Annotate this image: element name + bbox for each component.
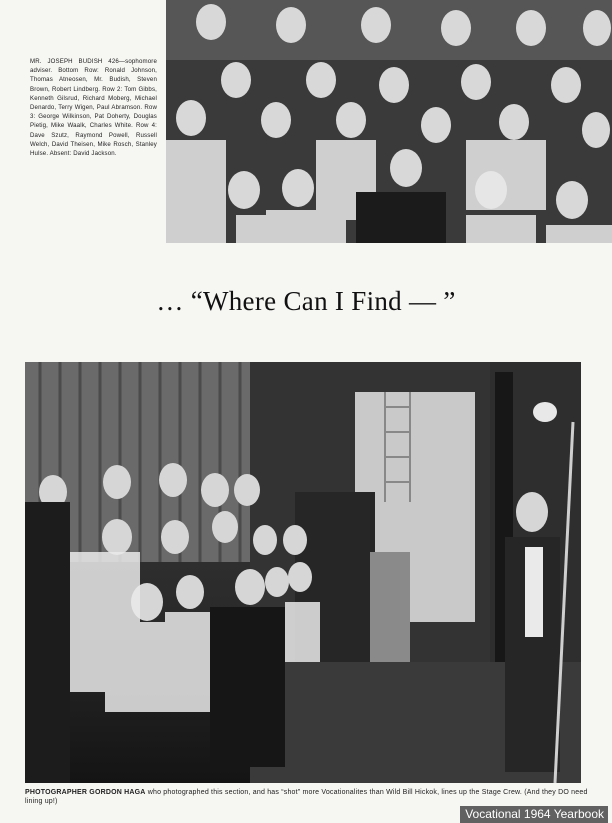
section-headline: … “Where Can I Find — ”: [156, 286, 456, 316]
caption-photographer-name: PHOTOGRAPHER GORDON HAGA: [25, 789, 146, 796]
class-group-photo: [166, 0, 612, 243]
caption-body: who photographed this section, and has “shot” more Vocationalites than Wild Bill Hickok, lines up the Stage Crew. (And they DO need lining up!): [25, 789, 588, 805]
stage-crew-photo: [25, 362, 581, 783]
top-photo-caption: MR. JOSEPH BUDISH 426—sophomore adviser. Bottom Row: Ronald Johnson, Thomas Atneosen, Mr. Budish, Steven Brown, Robert Lindberg. Row 2: Tom Gibbs, Kenneth Gilsrud, Richard Moberg, Michael Denardo, Terry Wigen, Paul Abramson. Row 3: George Wilkinson, Pat Doherty, Douglas Pietig, Mike Waalk, Charles White. Row 4: Dave Szutz, Raymond Powell, Russell Welch, David Theisen, Mike Rosch, Stanley Hulse. Absent: David Jackson.: [30, 58, 157, 158]
watermark: Vocational 1964 Yearbook: [460, 806, 608, 823]
class-group-photo-graphic: [166, 0, 612, 243]
stage-crew-photo-graphic: [25, 362, 581, 783]
bottom-photo-caption: [25, 788, 600, 806]
